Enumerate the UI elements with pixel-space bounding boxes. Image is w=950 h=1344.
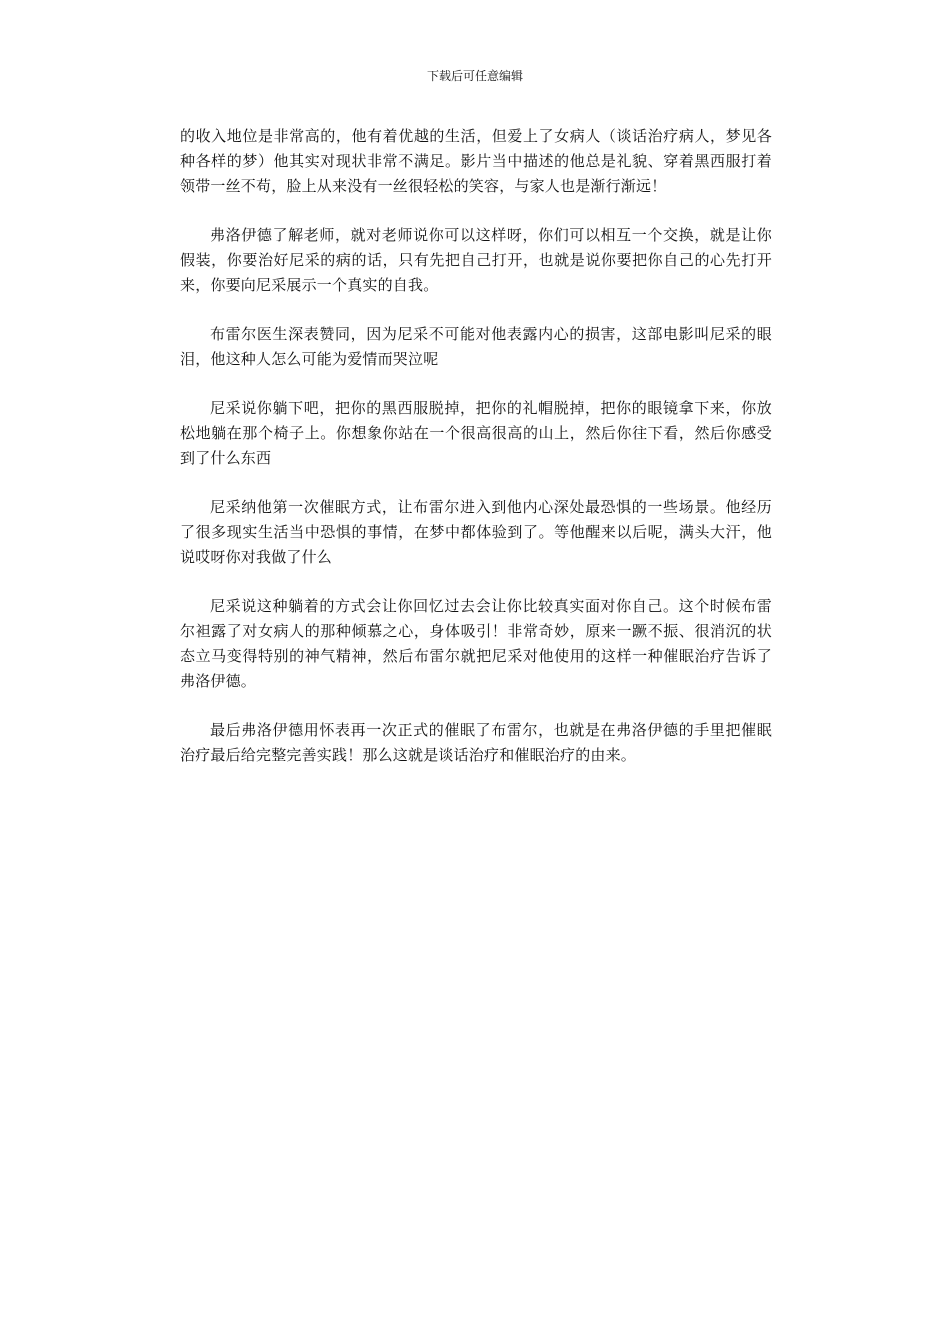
paragraph-2: 弗洛伊德了解老师，就对老师说你可以这样呀，你们可以相互一个交换，就是让你假装，你要治好尼采的病的话，只有先把自己打开，也就是说你要把你自己的心先打开来，你要向尼采展示一个真实的自我。 (180, 226, 772, 294)
document-body (180, 124, 772, 792)
paragraph-1: 的收入地位是非常高的，他有着优越的生活，但爱上了女病人（谈话治疗病人，梦见各种各样的梦）他其实对现状非常不满足。影片当中描述的他总是礼貌、穿着黑西服打着领带一丝不苟，脸上从来没有一丝很轻松的笑容，与家人也是渐行渐远！ (180, 127, 772, 195)
page-header: 下载后可任意编辑 (426, 69, 523, 83)
paragraph-6: 尼采说这种躺着的方式会让你回忆过去会让你比较真实面对你自己。这个时候布雷尔袒露了对女病人的那种倾慕之心，身体吸引！非常奇妙，原来一蹶不振、很消沉的状态立马变得特别的神气精神，然后布雷尔就把尼采对他使用的这样一种催眠治疗告诉了弗洛伊德。 (180, 597, 772, 690)
paragraph-5: 尼采纳他第一次催眠方式，让布雷尔进入到他内心深处最恐惧的一些场景。他经历了很多现实生活当中恐惧的事情，在梦中都体验到了。等他醒来以后呢，满头大汗，他说哎呀你对我做了什么 (180, 498, 772, 566)
paragraph-3: 布雷尔医生深表赞同，因为尼采不可能对他表露内心的损害，这部电影叫尼采的眼泪，他这种人怎么可能为爱情而哭泣呢 (180, 325, 772, 368)
paragraph-7: 最后弗洛伊德用怀表再一次正式的催眠了布雷尔，也就是在弗洛伊德的手里把催眠治疗最后给完整完善实践！那么这就是谈话治疗和催眠治疗的由来。 (180, 721, 772, 764)
paragraph-4: 尼采说你躺下吧，把你的黑西服脱掉，把你的礼帽脱掉，把你的眼镜拿下来，你放松地躺在那个椅子上。你想象你站在一个很高很高的山上，然后你往下看，然后你感受到了什么东西 (180, 399, 772, 467)
